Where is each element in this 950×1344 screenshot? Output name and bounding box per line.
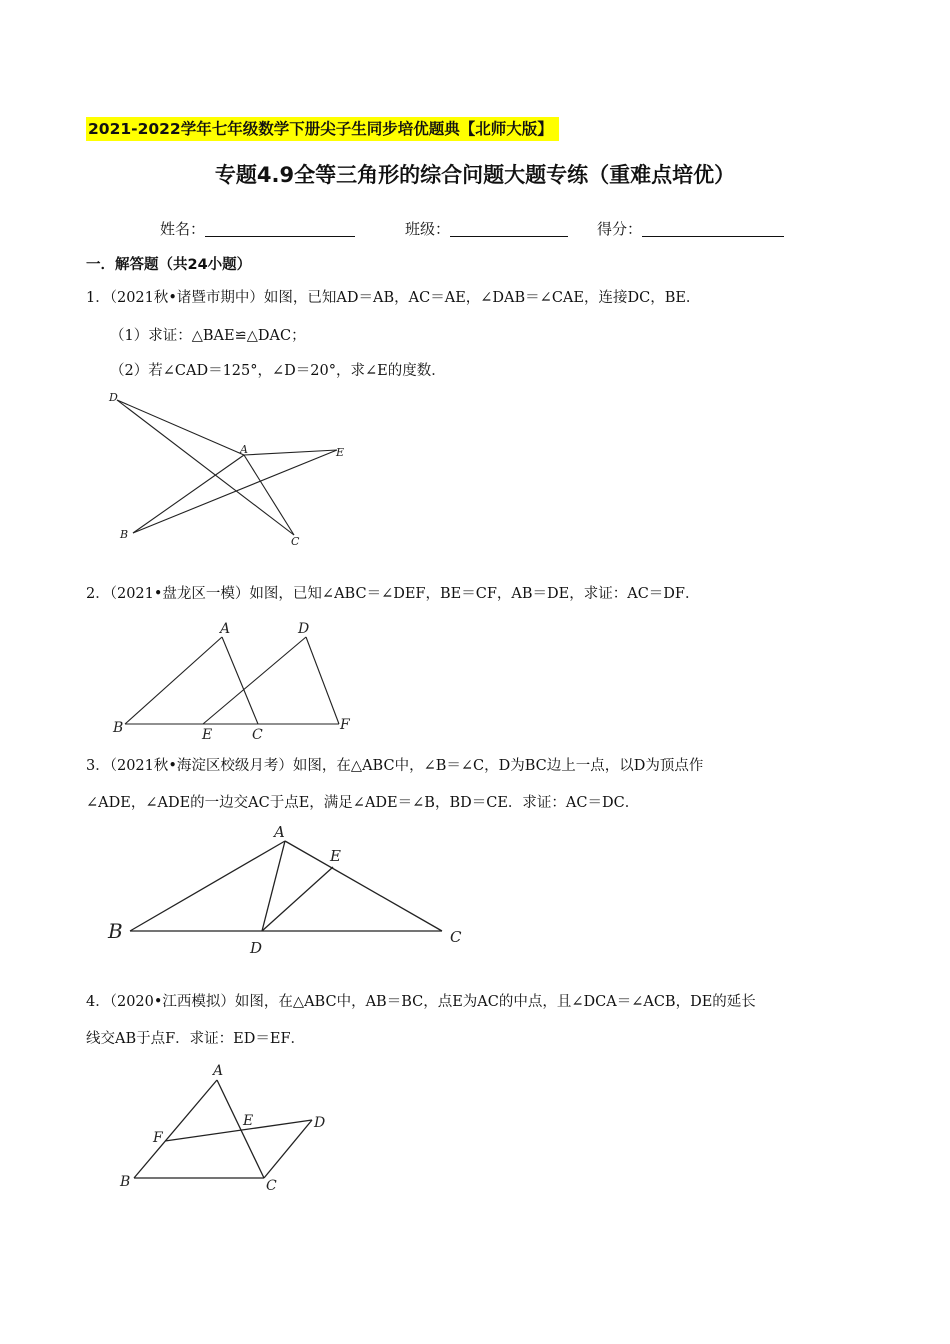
problem-2-figure: [105, 615, 365, 743]
segment-ED: [203, 637, 306, 724]
problem-1-text: 1．（2021秋•诸暨市期中）如图，已知AD＝AB，AC＝AE，∠DAB＝∠CAE，连接DC，BE．: [86, 290, 701, 306]
problem-3-figure: [100, 820, 470, 960]
segment-FD: [165, 1120, 312, 1141]
series-header: 2021-2022学年七年级数学下册尖子生同步培优题典【北师大版】: [86, 117, 559, 141]
segment-BE: [133, 450, 337, 533]
label-A: A: [213, 1063, 224, 1079]
score-field: [597, 218, 784, 240]
problem-3-text-2: ∠ADE，∠ADE的一边交AC于点E，满足∠ADE＝∠B，BD＝CE．求证：AC＝DC．: [86, 795, 640, 811]
class-label: 班级：: [405, 220, 451, 238]
problem-1-figure: [100, 385, 370, 555]
label-A: A: [274, 823, 285, 841]
score-blank[interactable]: [642, 220, 784, 237]
label-B: B: [108, 919, 123, 943]
class-field: [405, 218, 568, 240]
label-B: B: [120, 1174, 131, 1190]
segment-AC: [217, 1080, 264, 1178]
label-D: D: [250, 939, 263, 957]
name-field: [160, 218, 355, 240]
problem-3-text-1: 3．（2021秋•海淀区校级月考）如图，在△ABC中，∠B＝∠C，D为BC边上一点，以D为顶点作: [86, 758, 704, 774]
label-A: A: [220, 621, 231, 637]
problem-4-figure: [110, 1060, 340, 1195]
score-label: 得分：: [597, 220, 643, 238]
segment-DE: [262, 867, 333, 931]
label-D: D: [298, 621, 310, 637]
label-E: E: [330, 847, 341, 865]
label-C: C: [266, 1178, 277, 1194]
label-A: A: [240, 443, 248, 456]
segment-AB: [133, 455, 244, 533]
segment-DF: [306, 637, 339, 724]
name-label: 姓名：: [160, 220, 206, 238]
segment-AC: [285, 841, 442, 931]
problem-4-text-2: 线交AB于点F．求证：ED＝EF．: [86, 1031, 306, 1047]
label-B: B: [113, 720, 124, 736]
problem-2-text: 2．（2021•盘龙区一模）如图，已知∠ABC＝∠DEF，BE＝CF，AB＝DE，求证：AC＝DF．: [86, 586, 700, 602]
segment-AC: [244, 455, 294, 535]
segment-BA: [130, 841, 285, 931]
segment-CD: [264, 1120, 312, 1178]
segment-AC: [222, 637, 258, 724]
label-E: E: [243, 1113, 254, 1129]
label-D: D: [109, 391, 118, 404]
label-C: C: [450, 928, 462, 946]
page-title: 专题4.9全等三角形的综合问题大题专练（重难点培优）: [214, 163, 736, 187]
label-E: E: [202, 727, 213, 743]
label-E: E: [336, 446, 345, 459]
label-B: B: [120, 528, 129, 541]
section-title: 一．解答题（共24小题）: [86, 257, 252, 273]
segment-DC: [117, 400, 294, 535]
problem-1-part-2: （2）若∠CAD＝125°，∠D＝20°，求∠E的度数．: [110, 363, 446, 379]
label-C: C: [252, 727, 263, 743]
segment-BA: [125, 637, 222, 724]
label-F: F: [340, 717, 350, 733]
label-C: C: [291, 535, 300, 548]
problem-1-part-1: （1）求证：△BAE≌△DAC；: [110, 328, 306, 344]
name-blank[interactable]: [205, 220, 355, 237]
segment-AE: [244, 450, 337, 455]
segment-AD: [262, 841, 285, 931]
label-D: D: [314, 1115, 326, 1131]
segment-BA: [134, 1080, 217, 1178]
label-F: F: [153, 1130, 163, 1146]
problem-4-text-1: 4．（2020•江西模拟）如图，在△ABC中，AB＝BC，点E为AC的中点，且∠DCA＝∠ACB，DE的延长: [86, 994, 756, 1010]
segment-DA: [117, 400, 244, 455]
class-blank[interactable]: [450, 220, 568, 237]
